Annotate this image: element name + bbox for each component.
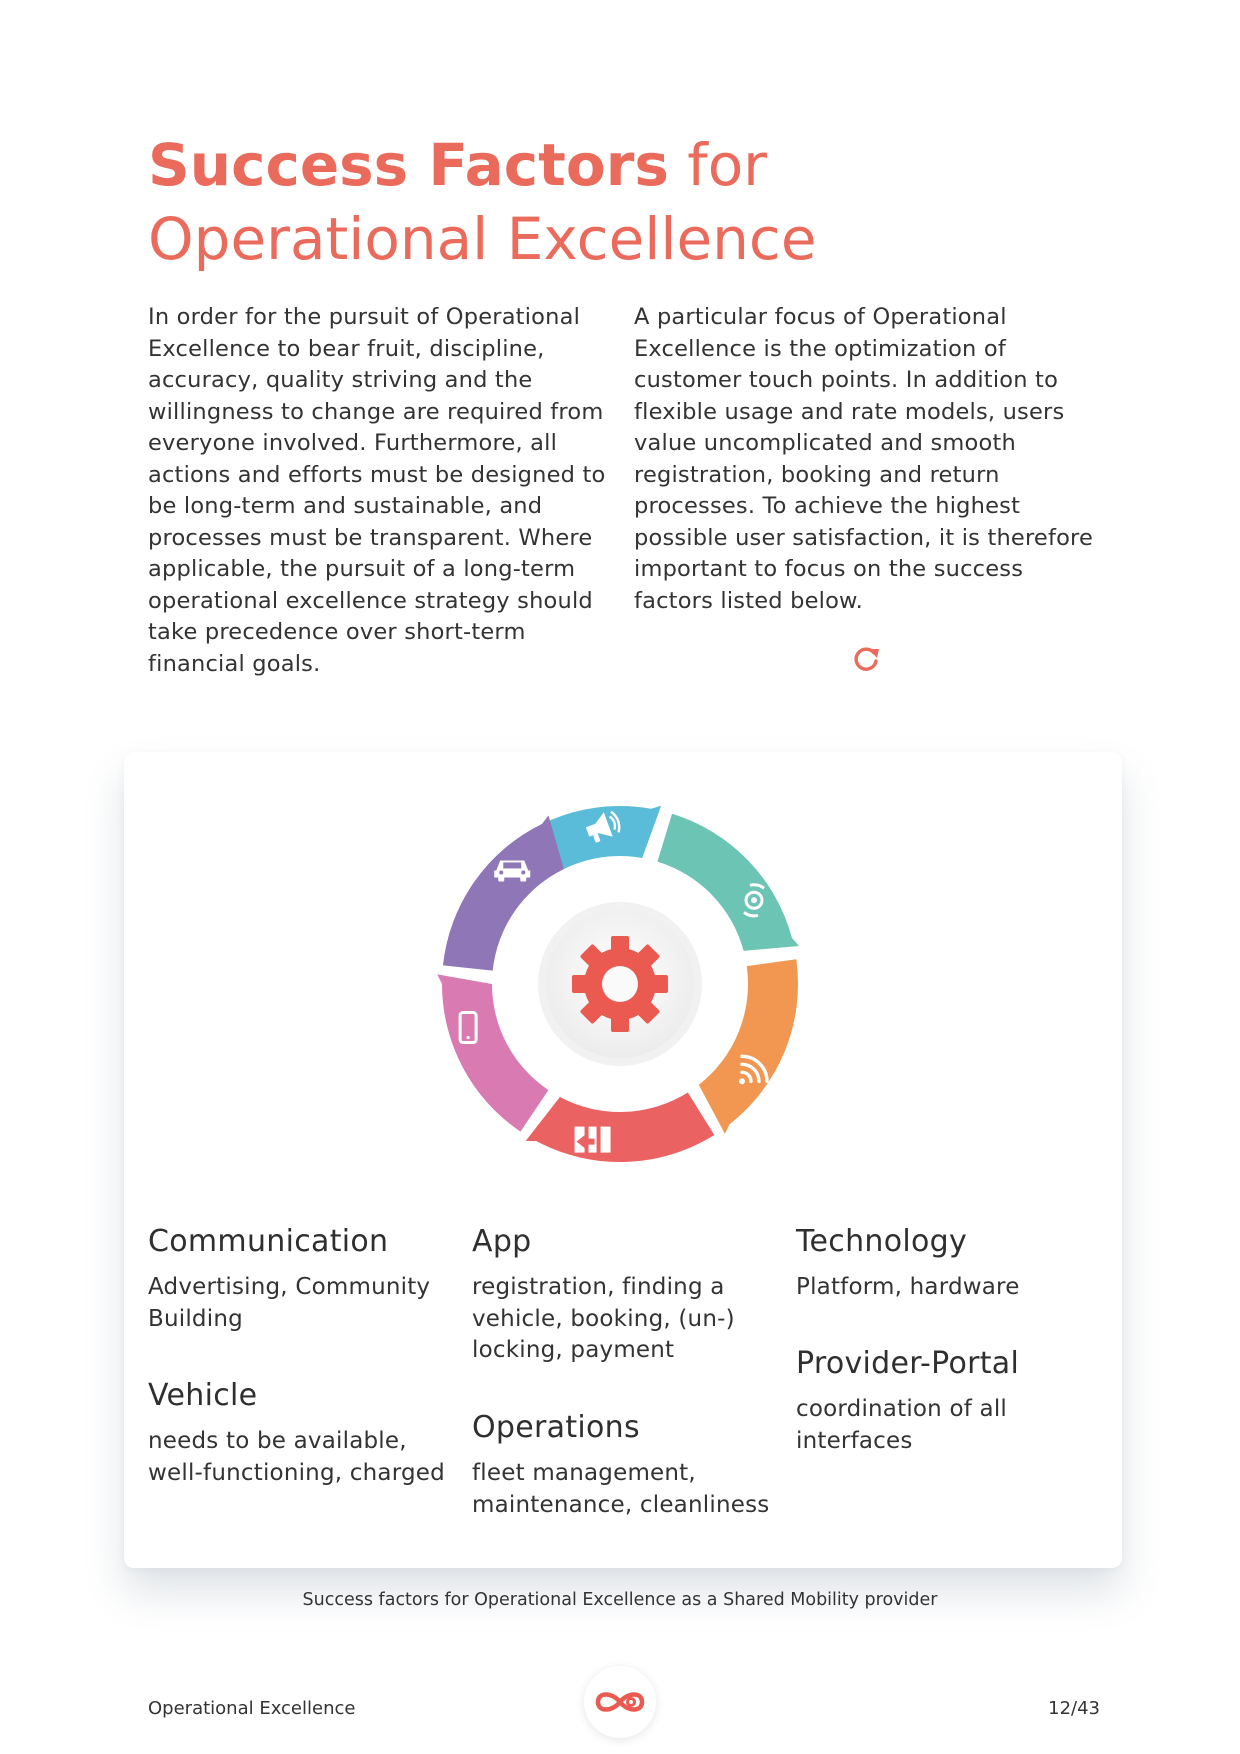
infinity-gear-logo-icon bbox=[584, 1666, 656, 1738]
factor-app-text: registration, finding a vehicle, booking, (un-) locking, payment bbox=[472, 1274, 735, 1363]
success-factors-wheel bbox=[410, 774, 830, 1194]
factor-technology bbox=[796, 1222, 1096, 1304]
wheel-segment-transfer bbox=[526, 1093, 715, 1162]
figure-caption: Success factors for Operational Excellence as a Shared Mobility provider bbox=[302, 1590, 938, 1610]
gear-icon bbox=[572, 936, 668, 1032]
wheel-segment-car bbox=[443, 816, 564, 971]
factor-app bbox=[472, 1222, 772, 1367]
factor-technology-title: Technology bbox=[796, 1224, 968, 1259]
footer-section-name: Operational Excellence bbox=[148, 1698, 356, 1719]
page-title bbox=[148, 128, 1148, 276]
factor-communication-text: Advertising, Community Building bbox=[148, 1274, 431, 1332]
page-number: 12/43 bbox=[1048, 1698, 1100, 1719]
wheel-segment-smartphone bbox=[437, 974, 548, 1131]
transfer-icon bbox=[575, 1127, 611, 1153]
factor-operations-text: fleet management, maintenance, cleanliness bbox=[472, 1460, 770, 1518]
factor-operations bbox=[472, 1408, 772, 1521]
factor-vehicle-text: needs to be available, well-functioning, charged bbox=[148, 1428, 445, 1486]
intro-left-column: In order for the pursuit of Operational Excellence to bear fruit, discipline, accuracy, quality striving and the willingness to change are required from everyone involved. Furthermore, all actions and efforts must be designed to be long-term and sustainable, and processes must be transparent. Where applicable, the pursuit of a long-term operational excellence strategy should take precedence over short-term financial goals. bbox=[148, 304, 606, 677]
title-rest-part: for bbox=[668, 131, 768, 199]
factor-technology-text: Platform, hardware bbox=[796, 1274, 1020, 1300]
factor-vehicle bbox=[148, 1376, 458, 1489]
title-bold-part: Success Factors bbox=[148, 131, 669, 199]
refresh-icon bbox=[852, 644, 882, 674]
factor-provider-portal-text: coordination of all interfaces bbox=[796, 1396, 1008, 1454]
intro-right-column: A particular focus of Operational Excellence is the optimization of customer touch points. In addition to flexible usage and rate models, users value uncomplicated and smooth registration, booking and return processes. To achieve the highest possible user satisfaction, it is therefore important to focus on the success factors listed below. bbox=[634, 304, 1094, 614]
title-line2: Operational Excellence bbox=[148, 205, 817, 273]
factor-provider-portal-title: Provider-Portal bbox=[796, 1346, 1020, 1381]
factor-vehicle-title: Vehicle bbox=[148, 1378, 258, 1413]
wheel-segment-wifi-signal bbox=[699, 959, 798, 1134]
factor-provider-portal bbox=[796, 1344, 1076, 1457]
factor-communication-title: Communication bbox=[148, 1224, 389, 1259]
factor-communication bbox=[148, 1222, 458, 1335]
factor-operations-title: Operations bbox=[472, 1410, 640, 1445]
factor-app-title: App bbox=[472, 1224, 532, 1259]
